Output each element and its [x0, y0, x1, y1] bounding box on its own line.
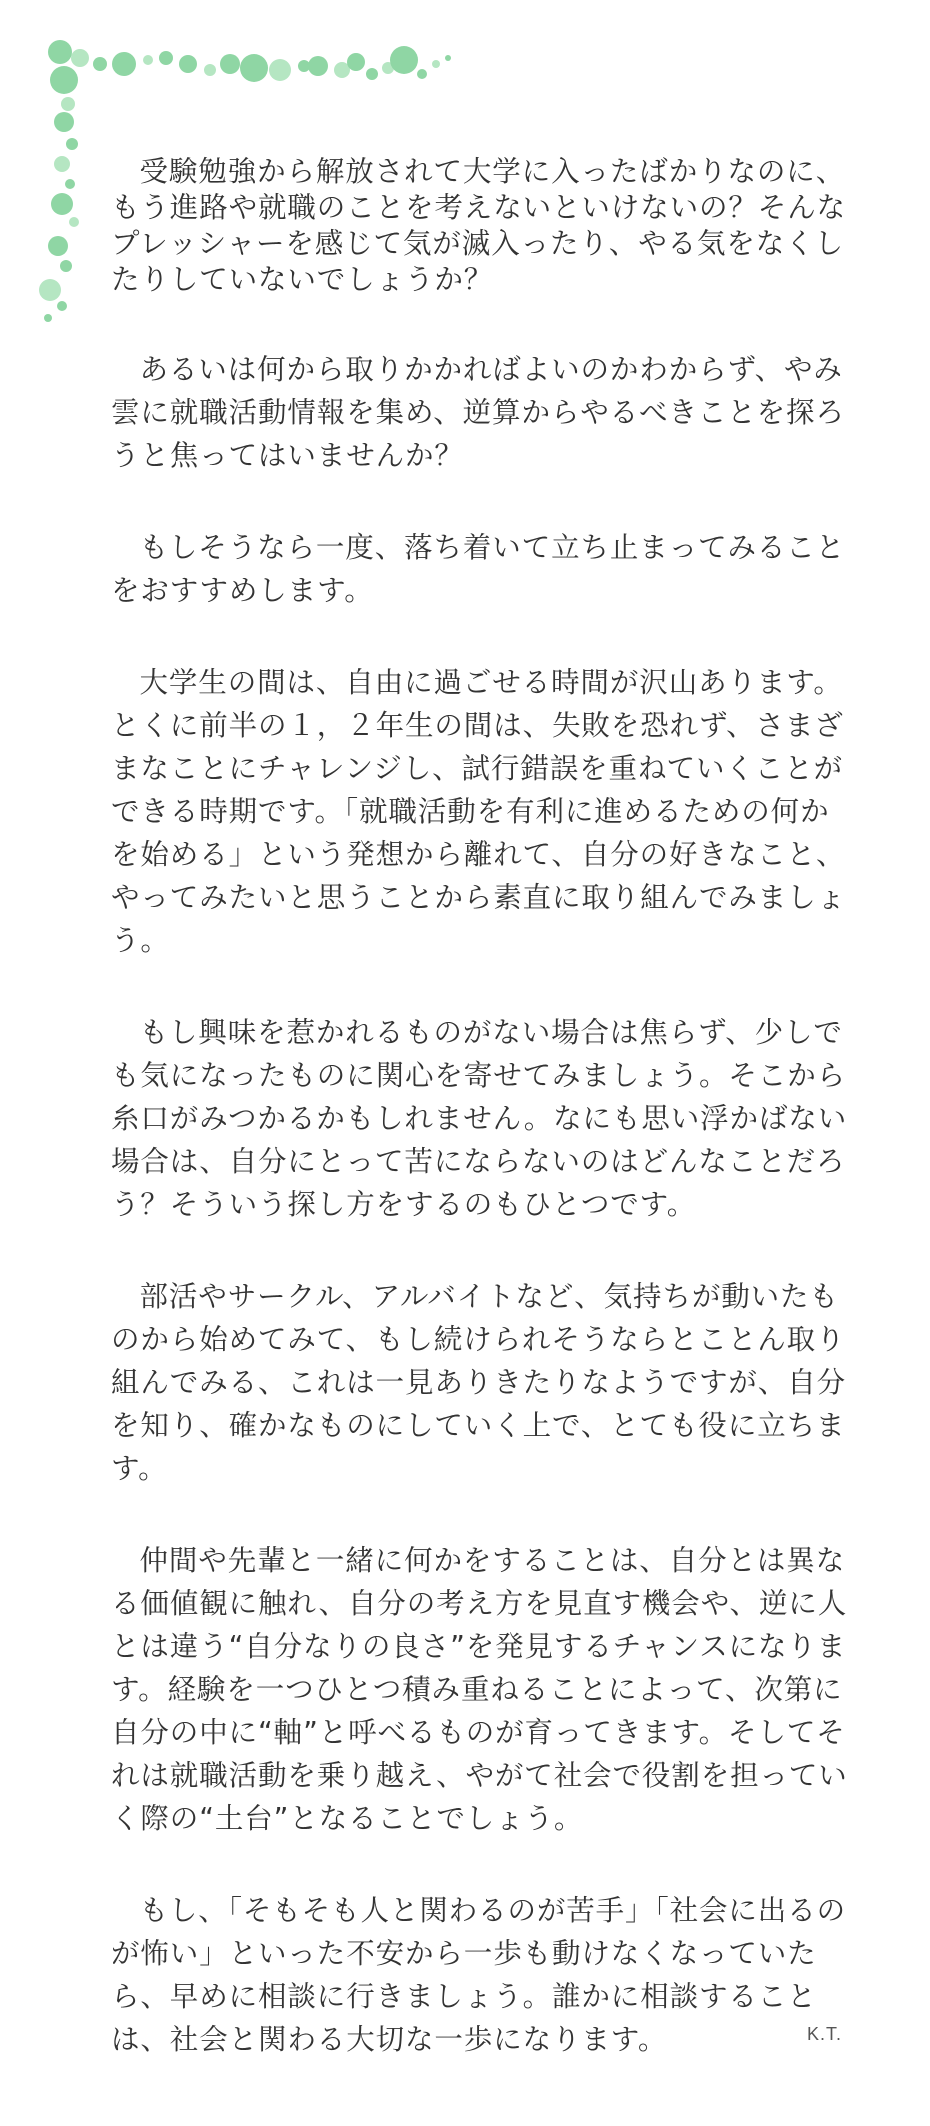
decorative-dot [240, 54, 268, 82]
decorative-dot [57, 301, 67, 311]
decorative-dot [54, 156, 70, 172]
decorative-dot [44, 314, 52, 322]
decorative-dot [220, 54, 240, 74]
paragraph-2: あるいは何から取りかかればよいのかわからず、やみ雲に就職活動情報を集め、逆算からやるべきことを探ろうと焦ってはいませんか？ [111, 353, 845, 472]
decorative-dot [432, 60, 440, 68]
decorative-dot [93, 57, 107, 71]
paragraph-8: もし、「そもそも人と関わるのが苦手」「社会に出るのが怖い」といった不安から一歩も動けなくなっていたら、早めに相談に行きましょう。誰かに相談することは、社会と関わる大切な一歩になります。 [111, 1894, 847, 2056]
decorative-dot [51, 193, 73, 215]
decorative-dot [60, 260, 72, 272]
paragraph-7: 仲間や先輩と一緒に何かをすることは、自分とは異なる価値観に触れ、自分の考え方を見直す機会や、逆に人とは違う“自分なりの良さ”を発見するチャンスになります。経験を一つひとつ積み重ねることによって、次第に自分の中に“軸”と呼べるものが育ってきます。そしてそれは就職活動を乗り越え、やがて社会で役割を担っていく際の“土台”となることでしょう。 [111, 1544, 848, 1835]
paragraph-4: 大学生の間は、自由に過ごせる時間が沢山あります。とくに前半の１，２年生の間は、失敗を恐れず、さまざまなことにチャレンジし、試行錯誤を重ねていくことができる時期です。「就職活動を有利に進めるための何かを始める」という発想から離れて、自分の好きなこと、やってみたいと思うことから素直に取り組んでみましょう。 [111, 666, 847, 957]
decorative-dot [143, 55, 153, 65]
paragraph-1: 受験勉強から解放されて大学に入ったばかりなのに、もう進路や就職のことを考えないといけないの？そんなプレッシャーを感じて気が滅入ったり、やる気をなくしたりしていないでしょうか？ [111, 155, 847, 296]
decorative-dot [66, 138, 78, 150]
decorative-dot [204, 64, 216, 76]
paragraph-3: もしそうなら一度、落ち着いて立ち止まってみることをおすすめします。 [111, 531, 846, 607]
decorative-dot [179, 55, 197, 73]
decorative-dot [308, 56, 328, 76]
decorative-dot [48, 236, 68, 256]
decorative-dot [366, 68, 378, 80]
paragraph-5: もし興味を惹かれるものがない場合は焦らず、少しでも気になったものに関心を寄せてみましょう。そこから糸口がみつかるかもしれません。なにも思い浮かばない場合は、自分にとって苦にならないのはどんなことだろう？そういう探し方をするのもひとつです。 [111, 1016, 848, 1221]
decorative-dot [69, 217, 79, 227]
decorative-dot [39, 279, 61, 301]
decorative-dot [159, 51, 173, 65]
decorative-dot [50, 66, 78, 94]
decorative-dot [48, 40, 72, 64]
decorative-dot [54, 112, 74, 132]
article-body [111, 154, 851, 2061]
decorative-dot [445, 55, 451, 61]
decorative-dot [71, 49, 89, 67]
author-initials: K.T. [806, 2024, 842, 2044]
decorative-dot [61, 97, 75, 111]
paragraph-6: 部活やサークル、アルバイトなど、気持ちが動いたものから始めてみて、もし続けられそうならとことん取り組んでみる、これは一見ありきたりなようですが、自分を知り、確かなものにしていく上で、とても役に立ちます。 [111, 1280, 847, 1485]
decorative-dot [417, 69, 427, 79]
decorative-dot [390, 46, 418, 74]
decorative-dot [112, 52, 136, 76]
decorative-dot [269, 59, 291, 81]
decorative-dot [65, 179, 75, 189]
decorative-dot [347, 53, 365, 71]
